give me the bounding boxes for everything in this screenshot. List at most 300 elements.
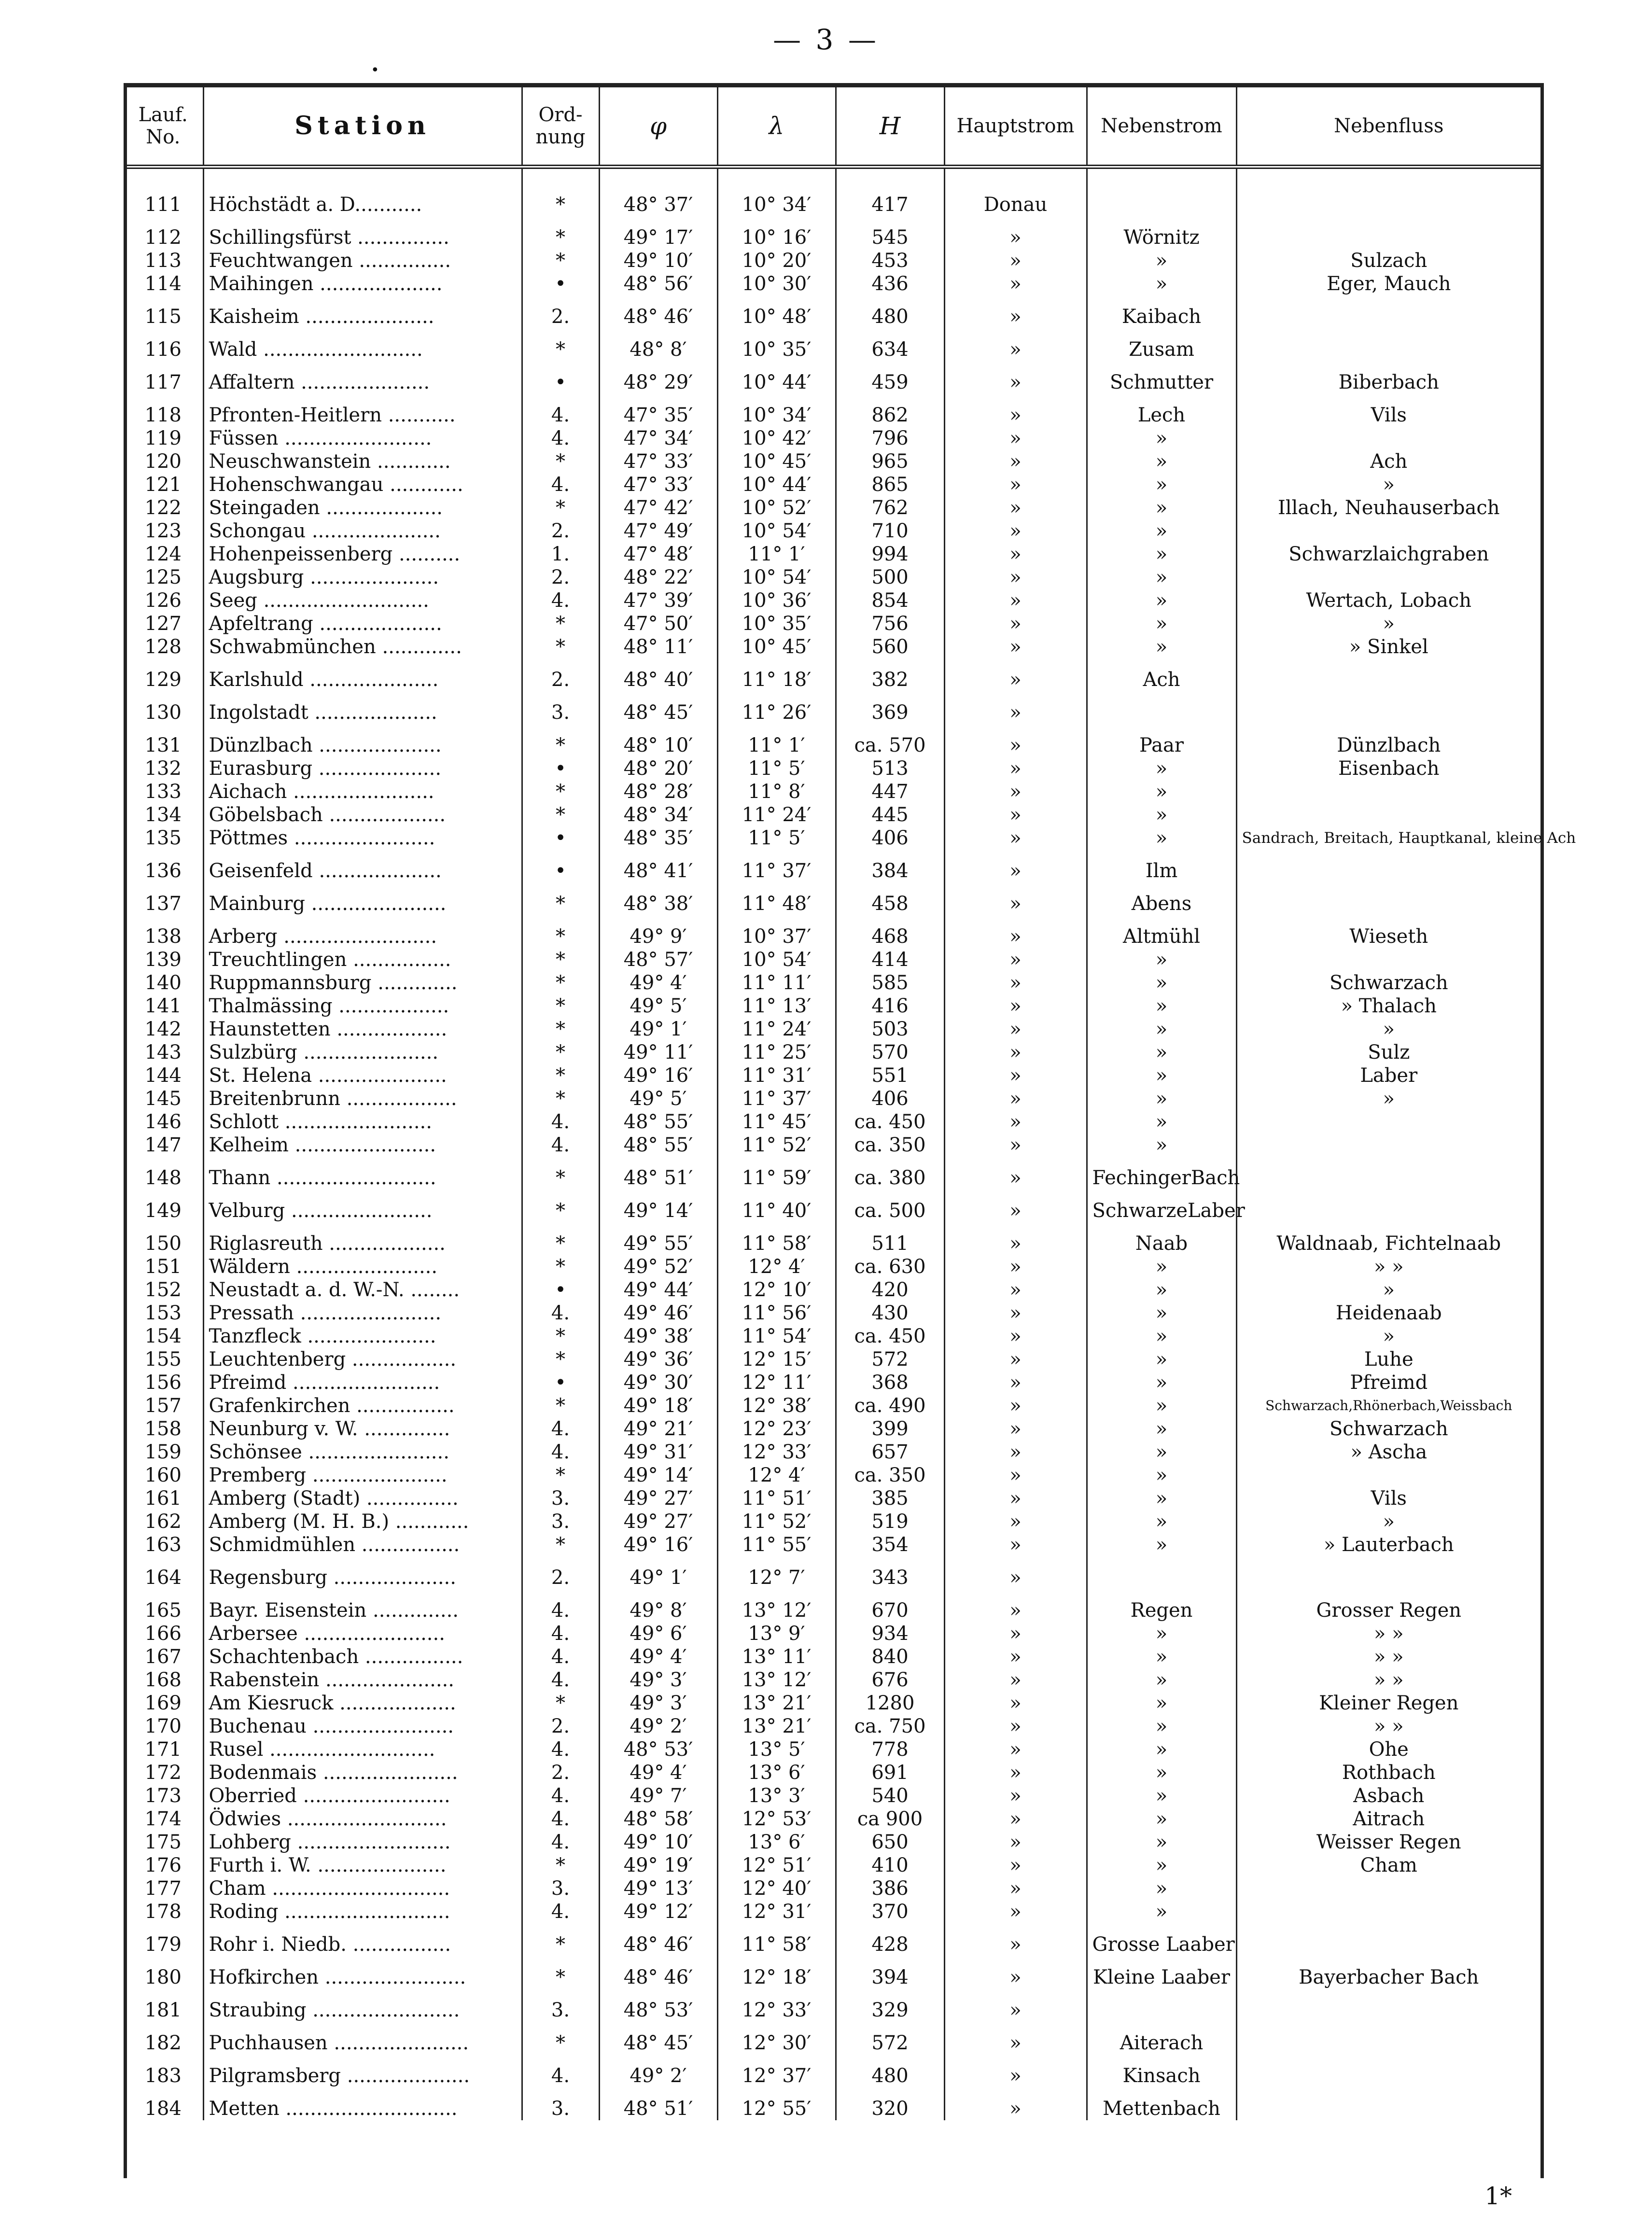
cell-lauf-no: 182 — [144, 2032, 182, 2054]
cell-ordnung: • — [522, 850, 599, 882]
table-row — [124, 167, 1540, 217]
cell-lambda: 12° 15′ — [717, 1348, 836, 1371]
cell-lambda: 10° 54′ — [717, 948, 836, 971]
cell-phi: 47° 35′ — [599, 394, 717, 427]
cell-lambda: 13° 6′ — [717, 1761, 836, 1784]
cell-station: Geisenfeld .................... — [203, 850, 522, 882]
cell-station: Schwabmünchen ............. — [203, 635, 522, 658]
cell-lauf-no: 124 — [144, 543, 182, 565]
cell-lambda: 11° 56′ — [717, 1301, 836, 1325]
table-row — [124, 1371, 1540, 1394]
cell-nebenfluss: » — [1236, 1325, 1540, 1348]
cell-nebenfluss: Eger, Mauch — [1236, 272, 1540, 295]
cell-lambda: 12° 51′ — [717, 1854, 836, 1877]
cell-lauf-no: 125 — [144, 566, 182, 588]
cell-height: 458 — [836, 882, 944, 915]
cell-ordnung: 2. — [522, 1715, 599, 1738]
cell-lauf-no: 120 — [144, 450, 182, 473]
cell-height: 796 — [836, 427, 944, 450]
cell-height: 386 — [836, 1877, 944, 1900]
table-row — [124, 1487, 1540, 1510]
cell-lauf-no: 133 — [144, 781, 182, 803]
cell-nebenfluss: » Lauterbach — [1236, 1533, 1540, 1556]
cell-lauf-no: 169 — [144, 1692, 182, 1714]
cell-phi: 49° 7′ — [599, 1784, 717, 1807]
cell-hauptstrom: » — [944, 1417, 1087, 1441]
cell-nebenfluss: Cham — [1236, 1854, 1540, 1877]
cell-ordnung: * — [522, 216, 599, 249]
cell-nebenstrom: Kaibach — [1087, 295, 1236, 328]
cell-nebenstrom: » — [1087, 1487, 1236, 1510]
cell-station: Breitenbrunn .................. — [203, 1087, 522, 1110]
cell-nebenfluss: Rothbach — [1236, 1761, 1540, 1784]
cell-lambda: 10° 16′ — [717, 216, 836, 249]
cell-nebenfluss — [1236, 1189, 1540, 1222]
cell-lambda: 11° 37′ — [717, 1087, 836, 1110]
cell-hauptstrom: » — [944, 691, 1087, 724]
cell-nebenstrom: » — [1087, 1371, 1236, 1394]
cell-ordnung: 4. — [522, 1831, 599, 1854]
cell-lambda: 12° 10′ — [717, 1278, 836, 1301]
table-row — [124, 1301, 1540, 1325]
cell-nebenstrom: » — [1087, 272, 1236, 295]
cell-nebenfluss — [1236, 1464, 1540, 1487]
cell-lauf-no: 141 — [144, 995, 182, 1017]
table-row — [124, 1348, 1540, 1371]
cell-phi: 47° 50′ — [599, 612, 717, 635]
table-row — [124, 1222, 1540, 1255]
cell-ordnung: • — [522, 272, 599, 295]
cell-nebenstrom: » — [1087, 496, 1236, 519]
cell-nebenfluss: Pfreimd — [1236, 1371, 1540, 1394]
table-row — [124, 1900, 1540, 1923]
cell-lambda: 10° 44′ — [717, 361, 836, 394]
cell-station: Velburg ....................... — [203, 1189, 522, 1222]
cell-lambda: 10° 34′ — [717, 167, 836, 217]
table-row — [124, 1394, 1540, 1417]
cell-nebenstrom: » — [1087, 1018, 1236, 1041]
cell-hauptstrom: » — [944, 1278, 1087, 1301]
cell-lauf-no: 113 — [144, 250, 182, 272]
cell-ordnung: 4. — [522, 427, 599, 450]
cell-hauptstrom: » — [944, 635, 1087, 658]
cell-station: Mainburg ...................... — [203, 882, 522, 915]
cell-ordnung: 4. — [522, 1133, 599, 1157]
cell-station: Eurasburg .................... — [203, 757, 522, 780]
cell-nebenstrom: » — [1087, 1692, 1236, 1715]
cell-station: Thann .......................... — [203, 1157, 522, 1189]
header-lambda: λ — [717, 85, 836, 167]
cell-lauf-no: 161 — [144, 1487, 182, 1510]
cell-nebenstrom: Lech — [1087, 394, 1236, 427]
cell-nebenstrom: » — [1087, 1417, 1236, 1441]
cell-height: 572 — [836, 1348, 944, 1371]
cell-phi: 48° 46′ — [599, 1956, 717, 1989]
cell-height: 420 — [836, 1278, 944, 1301]
cell-ordnung: * — [522, 1348, 599, 1371]
cell-lambda: 11° 24′ — [717, 1018, 836, 1041]
cell-phi: 49° 18′ — [599, 1394, 717, 1417]
cell-height: 394 — [836, 1956, 944, 1989]
cell-station: Neuschwanstein ............ — [203, 450, 522, 473]
cell-station: Göbelsbach ................... — [203, 803, 522, 826]
cell-nebenstrom: » — [1087, 1510, 1236, 1533]
cell-phi: 49° 4′ — [599, 971, 717, 994]
cell-phi: 48° 35′ — [599, 826, 717, 850]
table-row — [124, 1989, 1540, 2022]
cell-height: 676 — [836, 1668, 944, 1692]
cell-height: 650 — [836, 1831, 944, 1854]
cell-ordnung: * — [522, 1692, 599, 1715]
cell-height: 414 — [836, 948, 944, 971]
cell-ordnung: 4. — [522, 1900, 599, 1923]
cell-lambda: 11° 13′ — [717, 994, 836, 1018]
cell-nebenstrom: » — [1087, 1110, 1236, 1133]
cell-hauptstrom: Donau — [944, 167, 1087, 217]
cell-station: Dünzlbach .................... — [203, 724, 522, 757]
table-row — [124, 1087, 1540, 1110]
cell-nebenstrom: Grosse Laaber — [1087, 1923, 1236, 1956]
cell-station: Rusel ........................... — [203, 1738, 522, 1761]
table-row — [124, 1133, 1540, 1157]
cell-height: 570 — [836, 1041, 944, 1064]
cell-nebenfluss: » Thalach — [1236, 994, 1540, 1018]
cell-lambda: 12° 4′ — [717, 1464, 836, 1487]
cell-phi: 48° 38′ — [599, 882, 717, 915]
cell-phi: 49° 9′ — [599, 915, 717, 948]
cell-lauf-no: 183 — [144, 2065, 182, 2087]
cell-lambda: 10° 30′ — [717, 272, 836, 295]
cell-phi: 48° 10′ — [599, 724, 717, 757]
cell-nebenfluss — [1236, 850, 1540, 882]
cell-phi: 49° 46′ — [599, 1301, 717, 1325]
cell-lambda: 11° 5′ — [717, 826, 836, 850]
cell-station: Schachtenbach ................ — [203, 1645, 522, 1668]
header-phi: φ — [599, 85, 717, 167]
cell-station: Pöttmes ....................... — [203, 826, 522, 850]
cell-nebenfluss — [1236, 2087, 1540, 2120]
cell-nebenfluss: Weisser Regen — [1236, 1831, 1540, 1854]
cell-lauf-no: 123 — [144, 520, 182, 542]
cell-hauptstrom: » — [944, 1738, 1087, 1761]
table-row — [124, 1956, 1540, 1989]
cell-lambda: 12° 33′ — [717, 1989, 836, 2022]
cell-nebenfluss: Schwarzach — [1236, 1417, 1540, 1441]
cell-nebenfluss — [1236, 1556, 1540, 1589]
cell-station: Hohenpeissenberg .......... — [203, 543, 522, 566]
cell-phi: 49° 6′ — [599, 1622, 717, 1645]
cell-nebenfluss — [1236, 948, 1540, 971]
cell-nebenfluss: Schwarzach,Rhönerbach,Weissbach — [1236, 1394, 1540, 1417]
cell-lauf-no: 155 — [144, 1348, 182, 1371]
cell-nebenstrom: » — [1087, 1533, 1236, 1556]
table-row — [124, 850, 1540, 882]
cell-hauptstrom: » — [944, 1668, 1087, 1692]
cell-height: 560 — [836, 635, 944, 658]
cell-nebenfluss — [1236, 2022, 1540, 2055]
cell-phi: 49° 4′ — [599, 1645, 717, 1668]
cell-hauptstrom: » — [944, 803, 1087, 826]
cell-phi: 49° 10′ — [599, 1831, 717, 1854]
cell-hauptstrom: » — [944, 249, 1087, 272]
cell-station: Roding ........................... — [203, 1900, 522, 1923]
table-row — [124, 691, 1540, 724]
cell-nebenstrom — [1087, 691, 1236, 724]
header-h: H — [836, 85, 944, 167]
cell-hauptstrom: » — [944, 1348, 1087, 1371]
table-row — [124, 2087, 1540, 2120]
cell-nebenfluss: Vils — [1236, 394, 1540, 427]
cell-lambda: 11° 52′ — [717, 1133, 836, 1157]
cell-phi: 49° 14′ — [599, 1464, 717, 1487]
cell-lauf-no: 111 — [144, 194, 182, 216]
cell-lambda: 11° 52′ — [717, 1510, 836, 1533]
cell-station: Lohberg ......................... — [203, 1831, 522, 1854]
cell-nebenstrom: Kinsach — [1087, 2055, 1236, 2087]
cell-height: ca. 350 — [836, 1133, 944, 1157]
table-row — [124, 1761, 1540, 1784]
cell-lambda: 12° 4′ — [717, 1255, 836, 1278]
cell-nebenfluss: Dünzlbach — [1236, 724, 1540, 757]
header-lauf: Lauf. No. — [124, 85, 203, 167]
cell-station: Cham ............................. — [203, 1877, 522, 1900]
cell-nebenstrom: Schmutter — [1087, 361, 1236, 394]
cell-nebenstrom: » — [1087, 1715, 1236, 1738]
cell-station: Kaisheim ..................... — [203, 295, 522, 328]
cell-ordnung: 3. — [522, 1510, 599, 1533]
table-row — [124, 295, 1540, 328]
cell-hauptstrom: » — [944, 780, 1087, 803]
cell-ordnung: * — [522, 915, 599, 948]
cell-nebenfluss: Heidenaab — [1236, 1301, 1540, 1325]
cell-lauf-no: 173 — [144, 1785, 182, 1807]
cell-phi: 47° 42′ — [599, 496, 717, 519]
cell-ordnung: * — [522, 1923, 599, 1956]
cell-height: 417 — [836, 167, 944, 217]
table-row — [124, 882, 1540, 915]
cell-ordnung: * — [522, 1157, 599, 1189]
cell-lambda: 13° 12′ — [717, 1589, 836, 1622]
cell-nebenstrom: » — [1087, 543, 1236, 566]
header-nebenstrom: Nebenstrom — [1087, 85, 1236, 167]
cell-nebenstrom: » — [1087, 249, 1236, 272]
cell-lambda: 12° 37′ — [717, 2055, 836, 2087]
table-row — [124, 1877, 1540, 1900]
cell-hauptstrom: » — [944, 589, 1087, 612]
cell-lauf-no: 159 — [144, 1441, 182, 1463]
cell-ordnung: 3. — [522, 691, 599, 724]
cell-nebenstrom: » — [1087, 1854, 1236, 1877]
cell-height: 511 — [836, 1222, 944, 1255]
cell-phi: 48° 56′ — [599, 272, 717, 295]
cell-station: Straubing ........................ — [203, 1989, 522, 2022]
cell-height: 691 — [836, 1761, 944, 1784]
cell-height: ca. 750 — [836, 1715, 944, 1738]
table-row — [124, 1854, 1540, 1877]
cell-lauf-no: 168 — [144, 1669, 182, 1691]
table-row — [124, 757, 1540, 780]
cell-nebenfluss: » » — [1236, 1668, 1540, 1692]
cell-hauptstrom: » — [944, 2022, 1087, 2055]
cell-height: 551 — [836, 1064, 944, 1087]
cell-ordnung: 4. — [522, 1807, 599, 1831]
cell-hauptstrom: » — [944, 566, 1087, 589]
cell-nebenfluss — [1236, 1900, 1540, 1923]
cell-nebenfluss — [1236, 1877, 1540, 1900]
cell-nebenfluss: Bayerbacher Bach — [1236, 1956, 1540, 1989]
cell-nebenstrom: » — [1087, 1877, 1236, 1900]
cell-ordnung: * — [522, 1018, 599, 1041]
cell-hauptstrom: » — [944, 1371, 1087, 1394]
cell-hauptstrom: » — [944, 1441, 1087, 1464]
cell-phi: 48° 58′ — [599, 1807, 717, 1831]
cell-lauf-no: 156 — [144, 1371, 182, 1394]
cell-station: Premberg ...................... — [203, 1464, 522, 1487]
cell-height: ca. 630 — [836, 1255, 944, 1278]
cell-nebenstrom: Mettenbach — [1087, 2087, 1236, 2120]
cell-height: 399 — [836, 1417, 944, 1441]
cell-ordnung: * — [522, 1222, 599, 1255]
cell-lambda: 13° 3′ — [717, 1784, 836, 1807]
cell-station: Schillingsfürst ............... — [203, 216, 522, 249]
cell-phi: 49° 38′ — [599, 1325, 717, 1348]
cell-hauptstrom: » — [944, 1018, 1087, 1041]
cell-nebenstrom: » — [1087, 1622, 1236, 1645]
cell-nebenfluss — [1236, 1157, 1540, 1189]
cell-nebenfluss: Wieseth — [1236, 915, 1540, 948]
cell-station: Höchstädt a. D........... — [203, 167, 522, 217]
cell-height: ca. 350 — [836, 1464, 944, 1487]
table-row — [124, 361, 1540, 394]
table-row — [124, 948, 1540, 971]
cell-station: Schlott ........................ — [203, 1110, 522, 1133]
cell-hauptstrom: » — [944, 850, 1087, 882]
cell-lambda: 11° 59′ — [717, 1157, 836, 1189]
cell-ordnung: * — [522, 882, 599, 915]
cell-station: Bodenmais ...................... — [203, 1761, 522, 1784]
cell-lambda: 10° 54′ — [717, 566, 836, 589]
table-row — [124, 450, 1540, 473]
cell-lauf-no: 166 — [144, 1623, 182, 1645]
cell-lambda: 10° 35′ — [717, 328, 836, 361]
cell-phi: 48° 46′ — [599, 295, 717, 328]
cell-hauptstrom: » — [944, 1041, 1087, 1064]
cell-lauf-no: 118 — [144, 404, 182, 426]
cell-ordnung: 4. — [522, 1668, 599, 1692]
cell-phi: 49° 13′ — [599, 1877, 717, 1900]
table-row — [124, 566, 1540, 589]
table-row — [124, 1692, 1540, 1715]
cell-height: 370 — [836, 1900, 944, 1923]
cell-height: 329 — [836, 1989, 944, 2022]
cell-height: 540 — [836, 1784, 944, 1807]
cell-nebenstrom: » — [1087, 473, 1236, 496]
cell-phi: 49° 14′ — [599, 1189, 717, 1222]
cell-phi: 49° 12′ — [599, 1900, 717, 1923]
cell-nebenfluss: » » — [1236, 1645, 1540, 1668]
cell-height: ca. 570 — [836, 724, 944, 757]
cell-lambda: 11° 5′ — [717, 757, 836, 780]
cell-height: ca. 490 — [836, 1394, 944, 1417]
table-row — [124, 328, 1540, 361]
cell-lauf-no: 158 — [144, 1418, 182, 1440]
cell-station: Sulzbürg ...................... — [203, 1041, 522, 1064]
cell-height: 406 — [836, 1087, 944, 1110]
cell-nebenstrom: Aiterach — [1087, 2022, 1236, 2055]
cell-lambda: 13° 21′ — [717, 1715, 836, 1738]
cell-hauptstrom: » — [944, 1761, 1087, 1784]
cell-phi: 48° 41′ — [599, 850, 717, 882]
cell-phi: 47° 34′ — [599, 427, 717, 450]
cell-hauptstrom: » — [944, 1464, 1087, 1487]
cell-lauf-no: 122 — [144, 497, 182, 519]
cell-height: 416 — [836, 994, 944, 1018]
table-row — [124, 1589, 1540, 1622]
cell-height: 343 — [836, 1556, 944, 1589]
cell-station: Kelheim ....................... — [203, 1133, 522, 1157]
cell-station: Wald .......................... — [203, 328, 522, 361]
cell-lauf-no: 126 — [144, 589, 182, 612]
cell-nebenstrom: » — [1087, 1761, 1236, 1784]
cell-lambda: 11° 26′ — [717, 691, 836, 724]
table-row — [124, 427, 1540, 450]
cell-ordnung: 4. — [522, 1417, 599, 1441]
cell-phi: 49° 19′ — [599, 1854, 717, 1877]
cell-station: Pilgramsberg .................... — [203, 2055, 522, 2087]
cell-nebenstrom — [1087, 167, 1236, 217]
cell-phi: 49° 30′ — [599, 1371, 717, 1394]
cell-station: Leuchtenberg ................. — [203, 1348, 522, 1371]
cell-nebenstrom: Kleine Laaber — [1087, 1956, 1236, 1989]
cell-height: 430 — [836, 1301, 944, 1325]
cell-station: Puchhausen ...................... — [203, 2022, 522, 2055]
cell-nebenfluss — [1236, 216, 1540, 249]
cell-ordnung: 4. — [522, 1441, 599, 1464]
top-mark: • — [371, 62, 379, 79]
cell-station: Buchenau ....................... — [203, 1715, 522, 1738]
table-row — [124, 1923, 1540, 1956]
cell-lauf-no: 171 — [144, 1738, 182, 1761]
table-row — [124, 1110, 1540, 1133]
table-row — [124, 1417, 1540, 1441]
cell-lauf-no: 165 — [144, 1599, 182, 1622]
cell-nebenstrom: » — [1087, 1325, 1236, 1348]
cell-nebenfluss: Laber — [1236, 1064, 1540, 1087]
cell-hauptstrom: » — [944, 1133, 1087, 1157]
table-row — [124, 1645, 1540, 1668]
header-station: Station — [203, 85, 522, 167]
cell-lauf-no: 117 — [144, 371, 182, 393]
table-row — [124, 249, 1540, 272]
cell-nebenstrom: » — [1087, 780, 1236, 803]
cell-ordnung: * — [522, 1464, 599, 1487]
cell-nebenfluss: Vils — [1236, 1487, 1540, 1510]
cell-phi: 49° 21′ — [599, 1417, 717, 1441]
cell-station: Affaltern ..................... — [203, 361, 522, 394]
cell-station: Maihingen .................... — [203, 272, 522, 295]
cell-nebenstrom: » — [1087, 1464, 1236, 1487]
cell-height: ca. 450 — [836, 1110, 944, 1133]
cell-hauptstrom: » — [944, 1989, 1087, 2022]
cell-station: Tanzfleck ..................... — [203, 1325, 522, 1348]
cell-nebenstrom: » — [1087, 994, 1236, 1018]
cell-nebenstrom: Wörnitz — [1087, 216, 1236, 249]
cell-nebenstrom: » — [1087, 519, 1236, 543]
cell-height: 585 — [836, 971, 944, 994]
cell-nebenfluss: » — [1236, 1278, 1540, 1301]
cell-station: Ruppmannsburg ............. — [203, 971, 522, 994]
cell-lambda: 12° 11′ — [717, 1371, 836, 1394]
